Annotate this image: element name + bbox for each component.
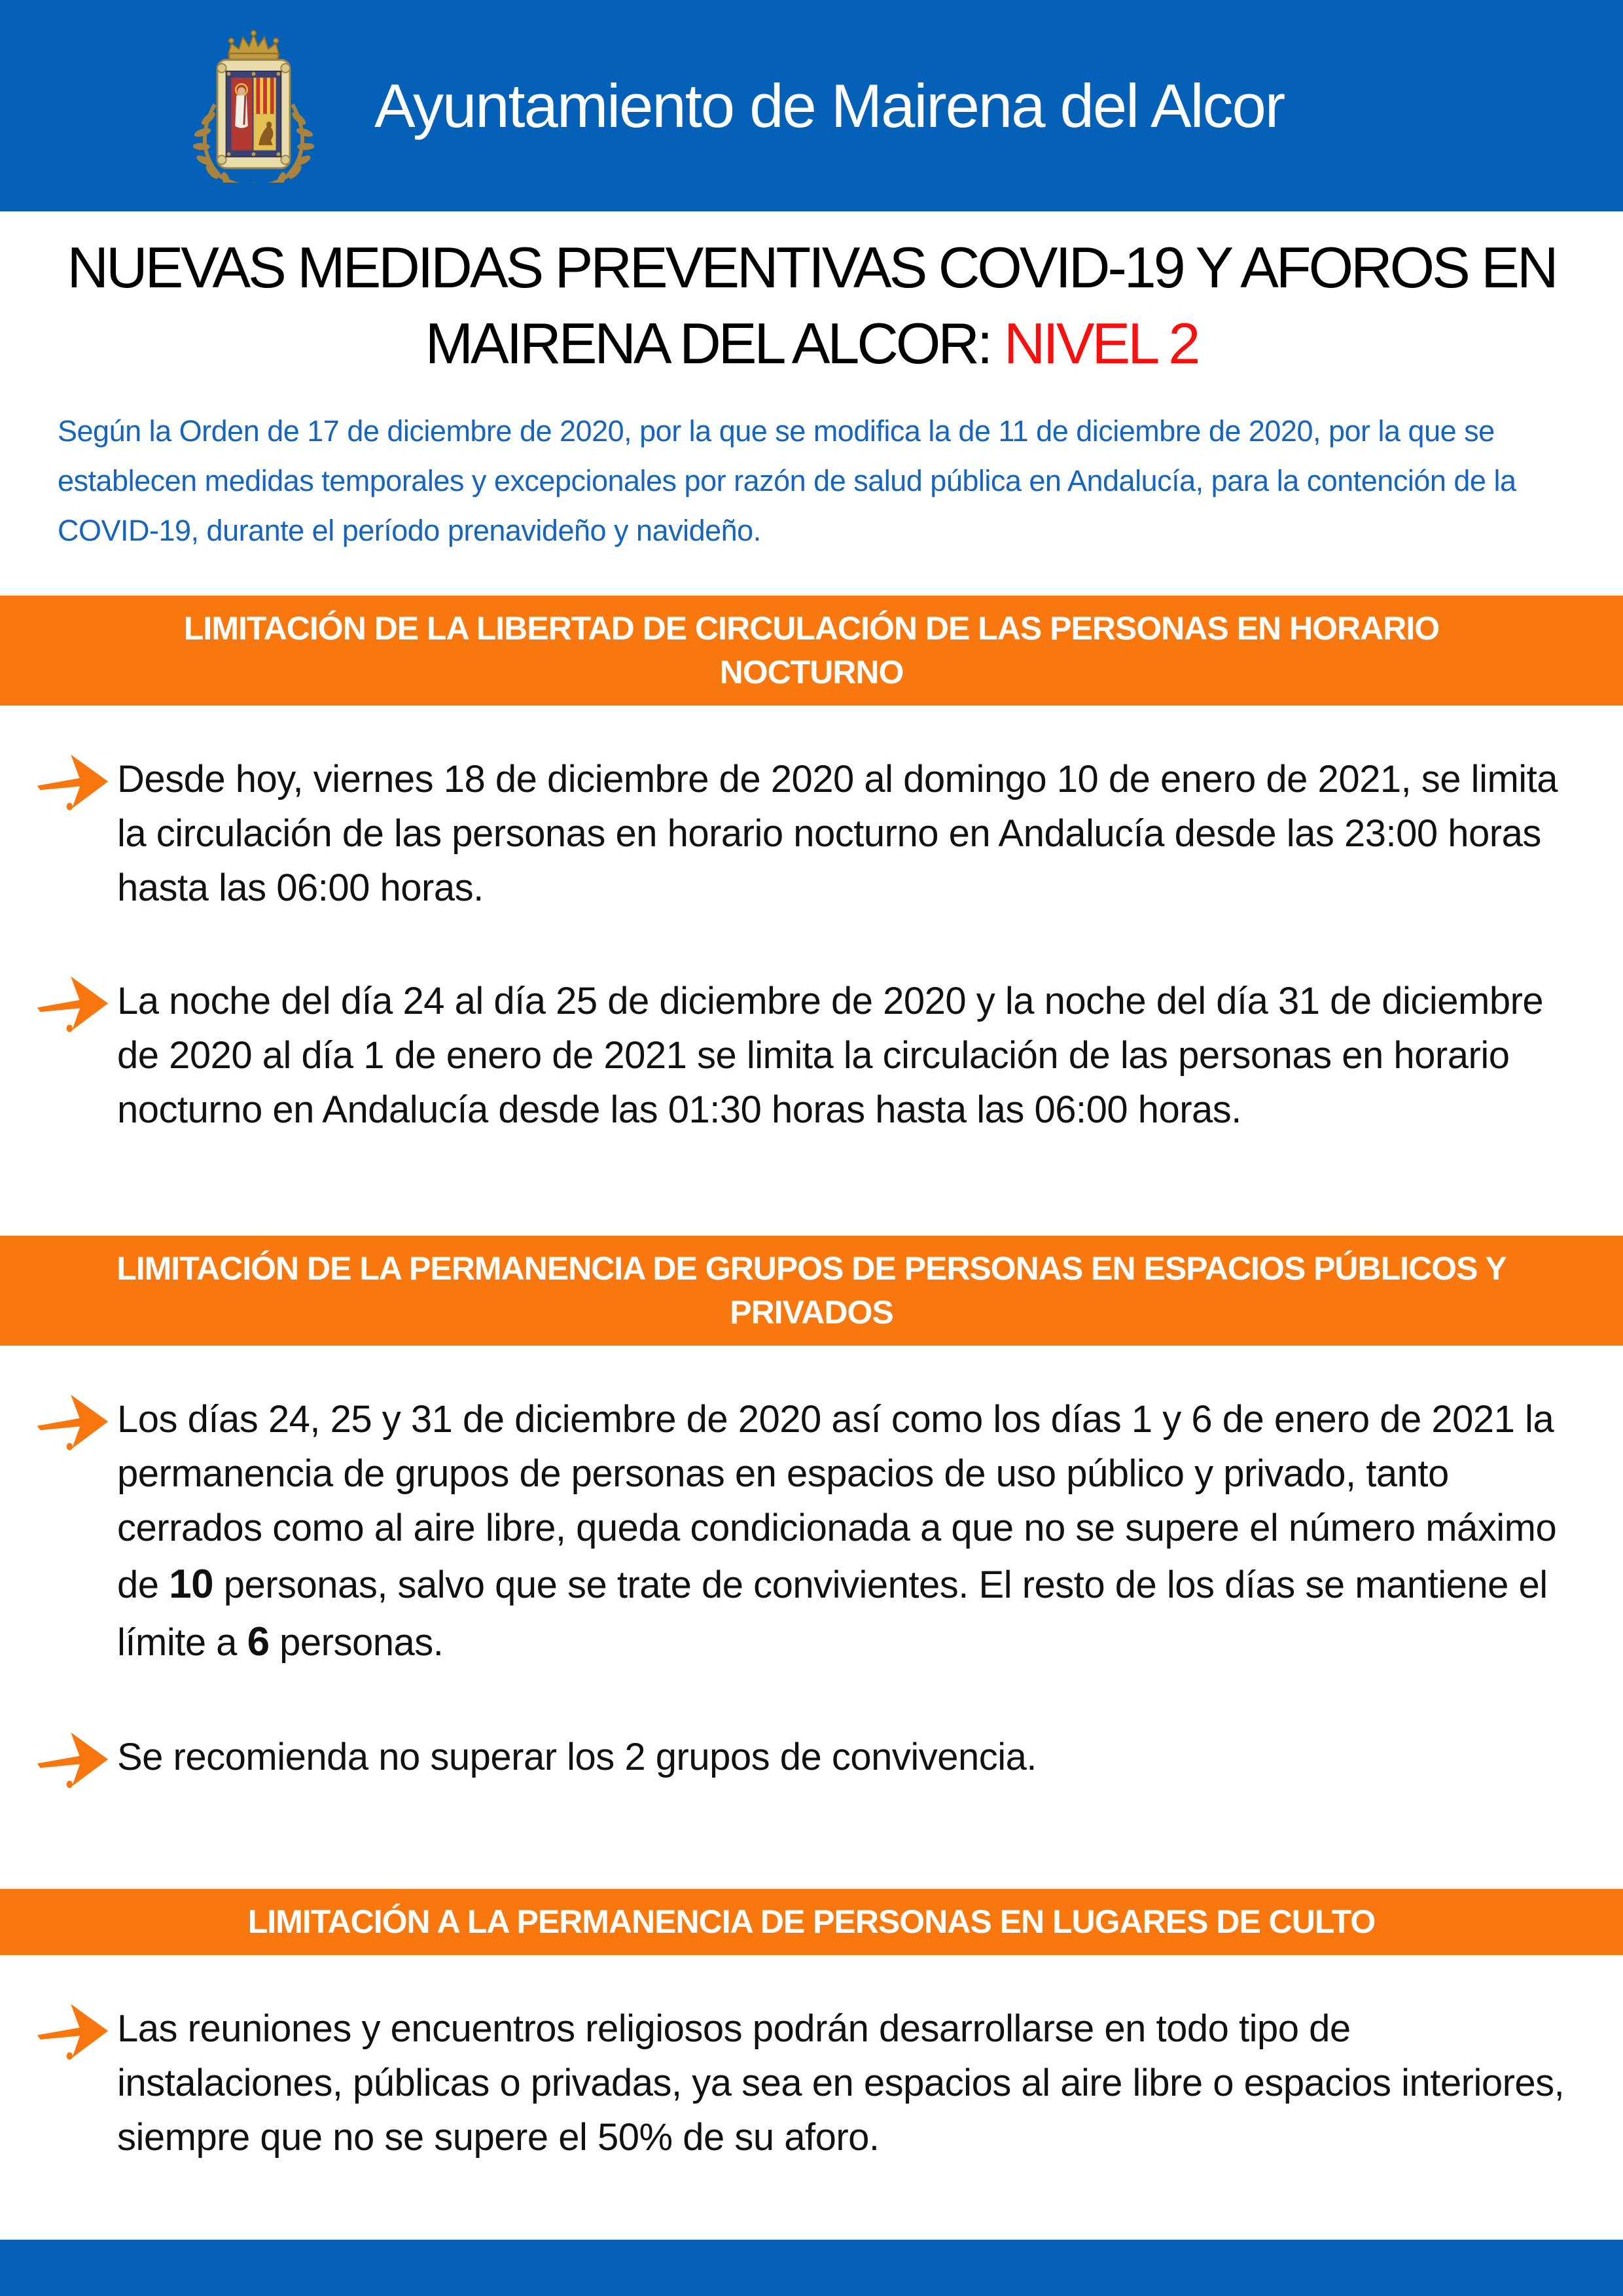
level-highlight: NIVEL 2 <box>1003 311 1198 376</box>
intro-paragraph: Según la Orden de 17 de diciembre de 2020, por la que se modifica la de 11 de diciembre de 2020, por la que se establecen medidas temporales y excepcionales por razón de salud pública en Andalucía, para la contención de la COVID-19, durante el período prenavideño y navideño. <box>58 414 1516 547</box>
bullet-text: Los días 24, 25 y 31 de diciembre de 2020 así como los días 1 y 6 de enero de 2021 la permanencia de grupos de personas en espacios de uso público y privado, tanto cerrados como al aire libre, queda condicionada a que no se supere el número máximo de 10 personas, salvo que se trate de convivientes. El resto de los días se mantiene el límite a 6 personas. <box>117 1397 1557 1665</box>
bullet-item <box>36 1731 1584 1791</box>
section-heading-banner <box>0 596 1623 706</box>
brush-arrow-right-icon <box>36 750 109 813</box>
section-heading-banner <box>0 1236 1623 1346</box>
poster-body <box>0 230 1623 2165</box>
header-banner <box>0 0 1623 211</box>
section <box>0 1236 1623 1791</box>
page-title-line2 <box>52 306 1571 382</box>
page-title-line1: NUEVAS MEDIDAS PREVENTIVAS COVID-19 Y AFOROS EN <box>67 235 1556 300</box>
brush-arrow-right-icon <box>36 1728 109 1791</box>
bullet-item <box>36 753 1584 916</box>
municipality-title: Ayuntamiento de Mairena del Alcor <box>374 71 1285 140</box>
coat-of-arms-icon <box>193 29 314 183</box>
footer-bar <box>0 2240 1623 2296</box>
brush-arrow-right-icon <box>36 2000 109 2062</box>
bullet-text: La noche del día 24 al día 25 de diciembre de 2020 y la noche del día 31 de diciembre de 2020 al día 1 de enero de 2021 se limita la circulación de las personas en horario nocturno en Andalucía desde las 01:30 horas hasta las 06:00 horas. <box>117 979 1544 1131</box>
page-title <box>52 230 1571 382</box>
bullet-text: Se recomienda no superar los 2 grupos de convivencia. <box>117 1735 1037 1778</box>
bullet-text: Las reuniones y encuentros religiosos podrán desarrollarse en todo tipo de instalaciones, públicas o privadas, ya sea en espacios al aire libre o espacios interiores, siempre que no se supere el 50% de su aforo. <box>117 2007 1565 2159</box>
section-heading-label: LIMITACIÓN DE LA PERMANENCIA DE GRUPOS DE PERSONAS EN ESPACIOS PÚBLICOS Y PRIVADOS <box>116 1249 1507 1331</box>
sections-container <box>0 596 1623 2165</box>
bullet-text: Desde hoy, viernes 18 de diciembre de 2020 al domingo 10 de enero de 2021, se limita la circulación de las personas en horario nocturno en Andalucía desde las 23:00 horas hasta las 06:00 horas. <box>117 758 1558 909</box>
page-title-line2-prefix: MAIRENA DEL ALCOR: <box>425 311 1004 376</box>
section-heading-label: LIMITACIÓN DE LA LIBERTAD DE CIRCULACIÓN DE LAS PERSONAS EN HORARIO NOCTURNO <box>183 610 1440 691</box>
section-heading-label: LIMITACIÓN A LA PERMANENCIA DE PERSONAS EN LUGARES DE CULTO <box>247 1903 1376 1940</box>
brush-arrow-right-icon <box>36 972 109 1035</box>
bullet-item <box>36 2002 1584 2165</box>
bullet-list <box>0 1955 1623 2165</box>
bullet-item <box>36 975 1584 1138</box>
section-heading-banner <box>0 1889 1623 1955</box>
section <box>0 596 1623 1138</box>
section <box>0 1889 1623 2165</box>
brush-arrow-right-icon <box>36 1390 109 1453</box>
bullet-list <box>0 706 1623 1138</box>
bullet-item <box>36 1393 1584 1672</box>
bullet-list <box>0 1346 1623 1791</box>
